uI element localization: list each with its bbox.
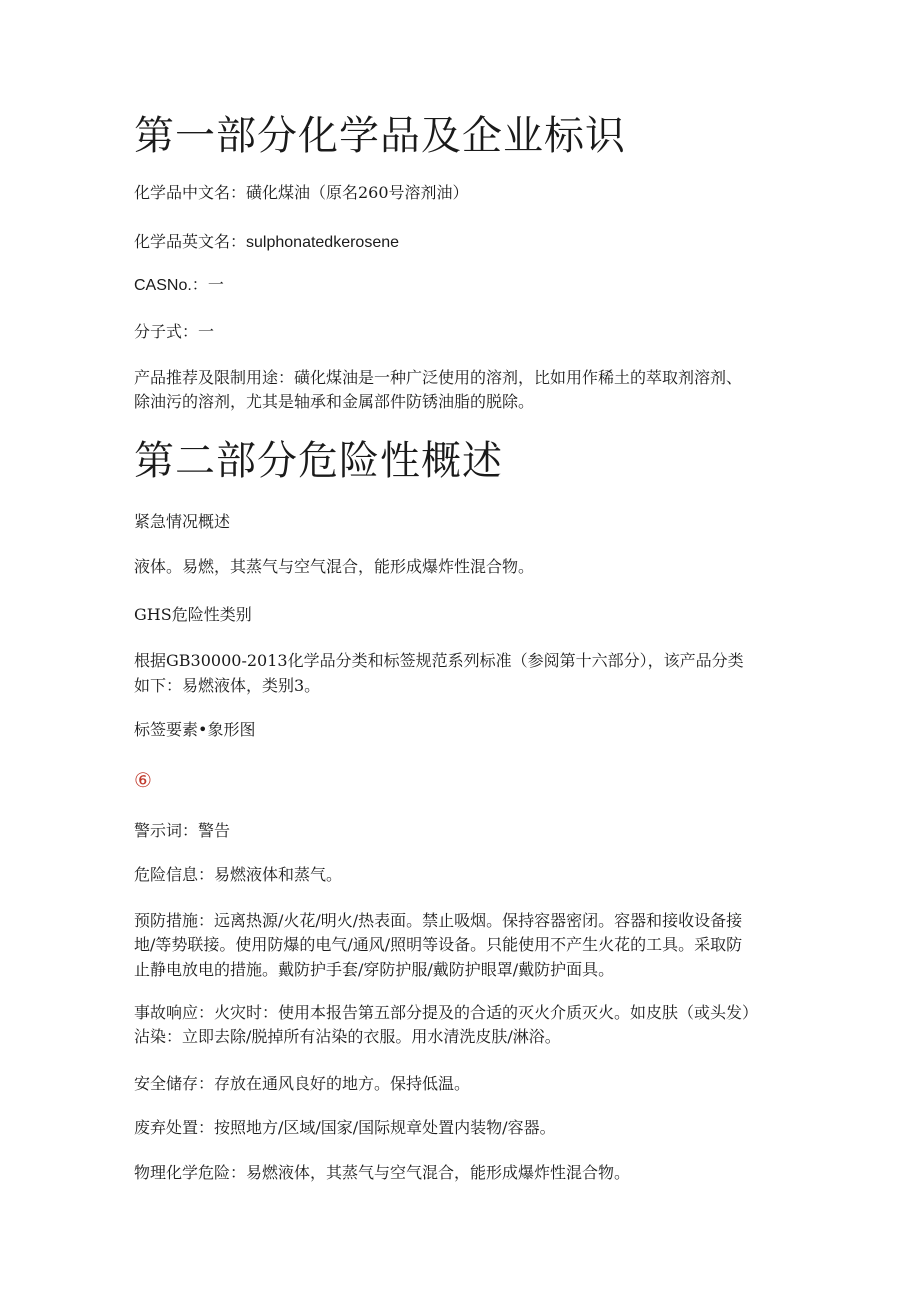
precaution-line-1: 预防措施：远离热源/火花/明火/热表面。禁止吸烟。保持容器密闭。容器和接收设备接 (134, 911, 743, 930)
chemical-en-name-label: 化学品英文名： (134, 232, 247, 251)
recommended-usage-line-2: 除油污的溶剂，尤其是轴承和金属部件防锈油脂的脱除。 (134, 392, 535, 411)
section1-title: 第一部分化学品及企业标识 (134, 113, 626, 159)
cas-number-label: CASNo.： (134, 277, 208, 294)
precaution-line-3: 止静电放电的措施。戴防护手套/穿防护服/戴防护眼罩/戴防护面具。 (134, 960, 615, 979)
section2-title: 第二部分危险性概述 (134, 438, 503, 484)
hazard-information: 危险信息：易燃液体和蒸气。 (134, 865, 343, 884)
emergency-overview-heading: 紧急情况概述 (134, 512, 231, 531)
cas-number (134, 273, 804, 298)
pictogram-icon: ⑥ (134, 768, 152, 792)
recommended-usage-line-1: 产品推荐及限制用途：磺化煤油是一种广泛使用的溶剂，比如用作稀土的萃取剂溶剂、 (134, 368, 743, 387)
safe-storage: 安全储存：存放在通风良好的地方。保持低温。 (134, 1074, 471, 1093)
physical-chemical-hazard: 物理化学危险：易燃液体，其蒸气与空气混合，能形成爆炸性混合物。 (134, 1163, 631, 1182)
classification-line-2: 如下：易燃液体，类别3。 (134, 676, 321, 695)
signal-word: 警示词：警告 (134, 821, 231, 840)
label-elements-pictogram: 标签要素•象形图 (134, 720, 256, 739)
molecular-formula: 分子式：一 (134, 322, 215, 341)
accident-response-line-1: 事故响应：火灾时：使用本报告第五部分提及的合适的灭火介质灭火。如皮肤（或头发） (134, 1003, 759, 1022)
cas-number-value: 一 (207, 275, 224, 294)
ghs-category-heading: GHS危险性类别 (134, 605, 252, 624)
chemical-en-name-value: sulphonatedkerosene (246, 234, 400, 251)
chemical-cn-name: 化学品中文名：磺化煤油（原名260号溶剂油） (134, 183, 469, 202)
classification-line-1: 根据GB30000-2013化学品分类和标签规范系列标准（参阅第十六部分），该产品分类 (134, 651, 744, 670)
accident-response-line-2: 沾染：立即去除/脱掉所有沾染的衣服。用水清洗皮肤/淋浴。 (134, 1027, 561, 1046)
waste-disposal: 废弃处置：按照地方/区域/国家/国际规章处置内装物/容器。 (134, 1118, 556, 1137)
chemical-en-name (134, 230, 804, 255)
emergency-overview-text: 液体。易燃，其蒸气与空气混合，能形成爆炸性混合物。 (134, 557, 535, 576)
precaution-line-2: 地/等势联接。使用防爆的电气/通风/照明等设备。只能使用不产生火花的工具。采取防 (134, 935, 743, 954)
